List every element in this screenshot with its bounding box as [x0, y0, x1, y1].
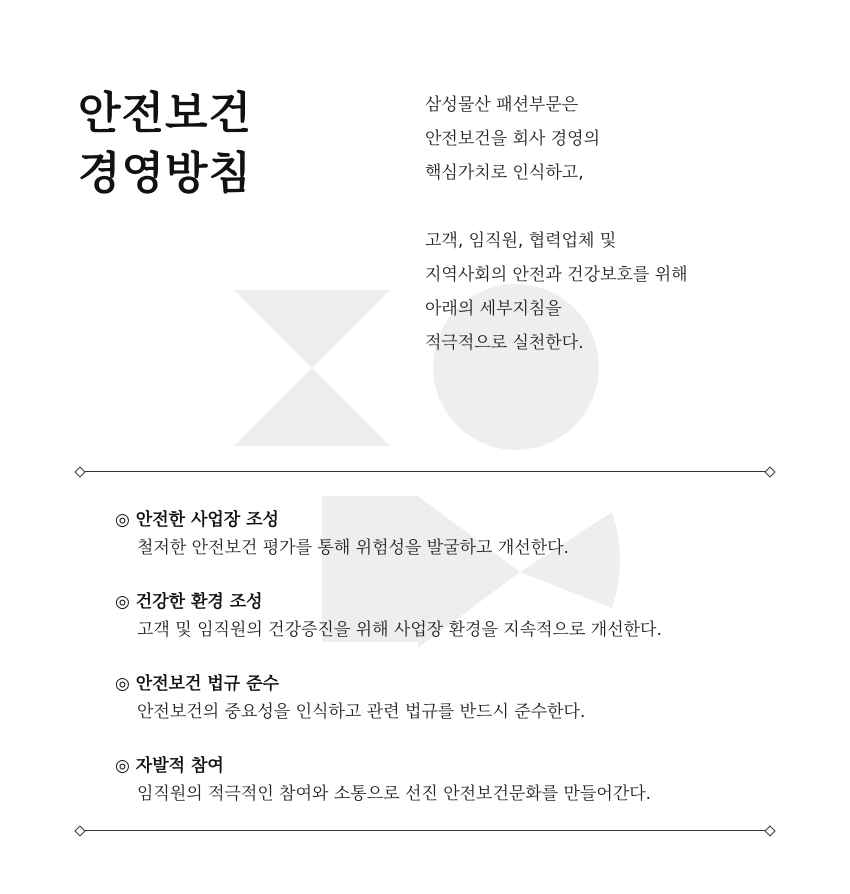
top-divider [76, 467, 774, 477]
bullet-icon: ◎ [115, 592, 130, 612]
policy-description: 철저한 안전보건 평가를 통해 위험성을 발굴하고 개선한다. [137, 538, 569, 558]
intro-line: 지역사회의 안전과 건강보호를 위해 [425, 265, 688, 285]
intro-text [425, 88, 688, 360]
title-line-1: 안전보건 [78, 88, 253, 139]
intro-line: 고객, 임직원, 협력업체 및 [425, 231, 617, 251]
policy-heading-text: 안전보건 법규 준수 [135, 674, 279, 694]
policy-heading [115, 588, 662, 616]
diamond-icon [74, 466, 85, 477]
divider-line [81, 830, 769, 831]
policy-heading-text: 자발적 참여 [135, 756, 224, 776]
bottom-divider [76, 826, 774, 836]
bullet-icon: ◎ [115, 674, 130, 694]
intro-line: 핵심가치로 인식하고, [425, 163, 584, 183]
title-line-2: 경영방침 [78, 148, 253, 199]
policy-list [115, 506, 662, 834]
policy-item [115, 588, 662, 644]
policy-description: 임직원의 적극적인 참여와 소통으로 선진 안전보건문화를 만들어간다. [137, 784, 652, 804]
diamond-icon [764, 466, 775, 477]
policy-description: 고객 및 임직원의 건강증진을 위해 사업장 환경을 지속적으로 개선한다. [137, 620, 662, 640]
diamond-icon [74, 825, 85, 836]
policy-item [115, 506, 662, 562]
intro-line: 안전보건을 회사 경영의 [425, 129, 601, 149]
intro-line: 삼성물산 패션부문은 [425, 95, 579, 115]
policy-heading [115, 752, 662, 780]
policy-description: 안전보건의 중요성을 인식하고 관련 법규를 반드시 준수한다. [137, 702, 586, 722]
hourglass-shape [234, 290, 390, 446]
policy-heading-text: 안전한 사업장 조성 [135, 510, 279, 530]
policy-heading-text: 건강한 환경 조성 [135, 592, 263, 612]
policy-item [115, 670, 662, 726]
policy-item [115, 752, 662, 808]
policy-heading [115, 506, 662, 534]
divider-line [81, 471, 769, 472]
page-title [78, 84, 252, 204]
bullet-icon: ◎ [115, 510, 130, 530]
intro-line: 적극적으로 실천한다. [425, 333, 584, 353]
bullet-icon: ◎ [115, 756, 130, 776]
intro-line: 아래의 세부지침을 [425, 299, 562, 319]
paragraph-gap [425, 190, 688, 224]
diamond-icon [764, 825, 775, 836]
policy-heading [115, 670, 662, 698]
